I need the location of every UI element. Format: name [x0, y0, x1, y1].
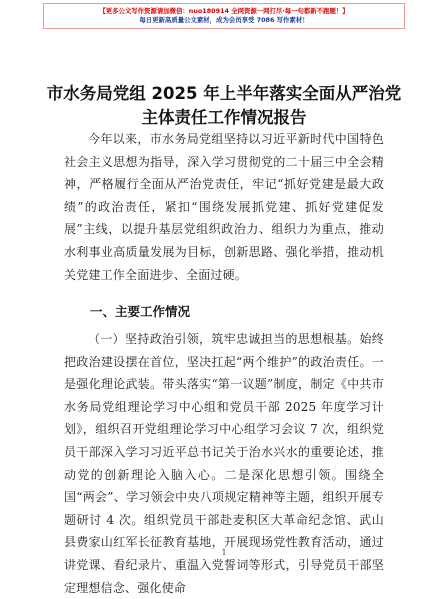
promo-banner-line2: 每日更新高质量公文素材，成为会员享受 7086 写作素材！: [139, 16, 309, 24]
document-title: 市水务局党组 2025 年上半年落实全面从严治党主体责任工作情况报告: [46, 84, 402, 127]
section-heading: 一、主要工作情况: [90, 304, 191, 319]
intro-paragraph: 今年以来，市水务局党组坚持以习近平新时代中国特色社会主义思想为指导，深入学习贯彻党的二十届三中全会精神，严格履行全面从严治党责任，牢记“抓好党建是最大政绩”的政治责任，紧扣“围绕发展抓党建、抓好党建促发展”主线，以提升基层党组织政治力、组织力为重点，推动水利事业高质量发展为目标，创新思路、强化举措，推动机关党建工作全面进步、全面过硬。: [64, 132, 384, 282]
promo-banner-box: [43, 3, 405, 29]
section-body-paragraph: （一）坚持政治引领，筑牢忠诚担当的思想根基。始终把政治建设摆在首位，坚决扛起“两个维护”的政治责任。一是强化理论武装。带头落实“第一议题”制度，制定《中共市水务局党组理论学习中心组和党员干部 2025 年度学习计划》，组织召开党组理论学习中心组学习会议 7 次，组织党员干部深入学习习近平总书记关于治水兴水的重要论述，推动党的创新理论入脑入心。二是深化思想引领。围绕全国“两会”、学习领会中央八项规定精神等主题，组织开展专题研讨 4 次。组织党员干部赴麦积区大革命纪念馆、武山县费家山红军长征教育基地，开展现场党性教育活动，通过讲党课、看纪录片、重温入党誓词等形式，引导党员干部坚定理想信念、强化使命: [64, 332, 384, 595]
promo-banner-line1: 【更多公文写作资源请加微信：nuo180914 全网资源一网打尽·每一句都新不跑题！】: [99, 7, 349, 15]
page-number: 1: [221, 548, 227, 557]
promo-banner: [0, 0, 448, 34]
